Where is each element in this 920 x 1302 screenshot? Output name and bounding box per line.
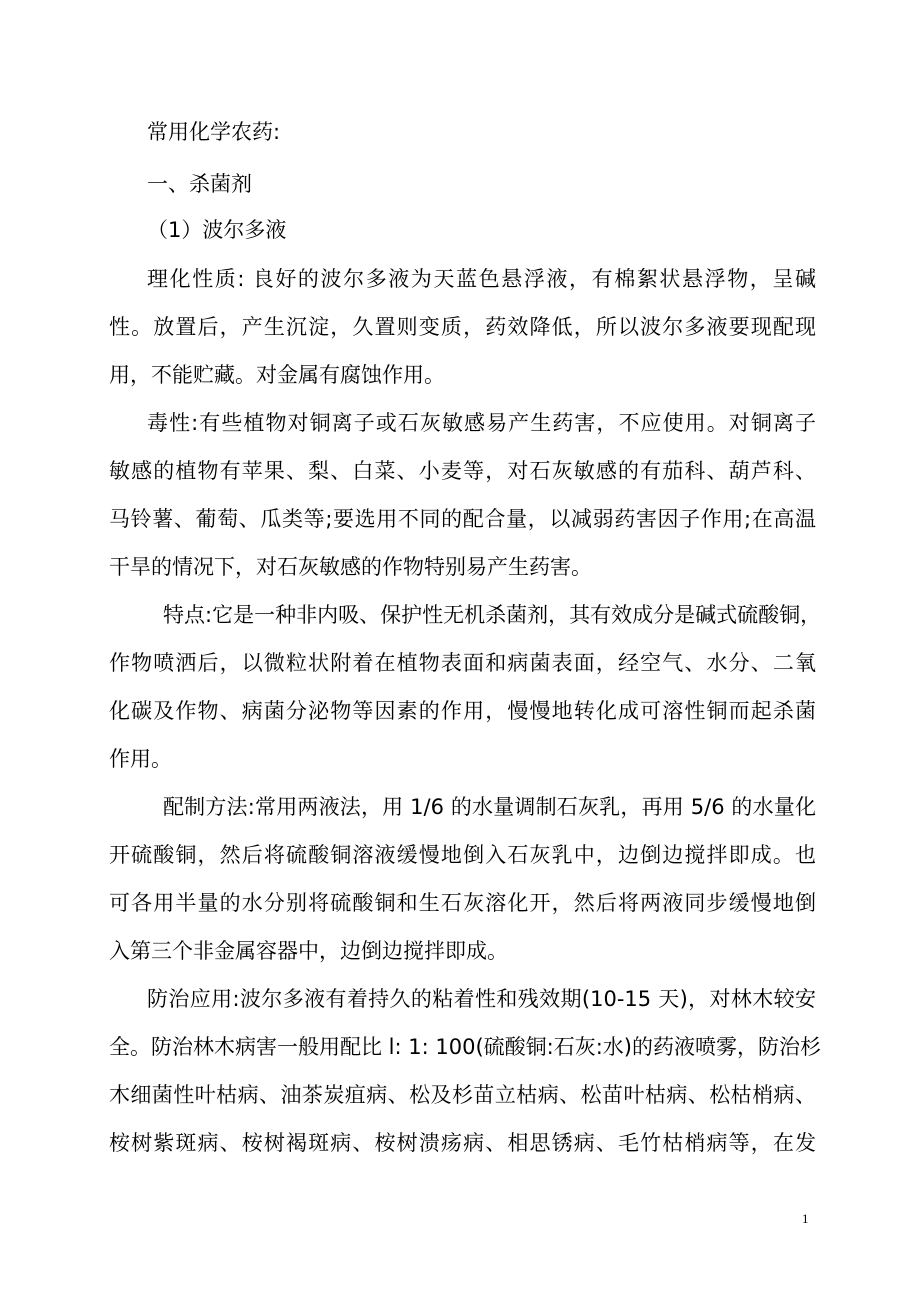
- paragraph-line: 可各用半量的水分别将硫酸铜和生石灰溶化开，然后将两液同步缓慢地倒: [109, 891, 816, 915]
- paragraph-line: 化碳及作物、病菌分泌物等因素的作用，慢慢地转化成可溶性铜而起杀菌: [109, 699, 816, 723]
- page-number: 1: [802, 1211, 809, 1226]
- paragraph-line: 开硫酸铜，然后将硫酸铜溶液缓慢地倒入石灰乳中，边倒边搅拌即成。也: [109, 843, 816, 867]
- paragraph-line: 配制方法:常用两液法，用 1/6 的水量调制石灰乳，再用 5/6 的水量化: [163, 795, 816, 819]
- paragraph-line: 马铃薯、葡萄、瓜类等;要选用不同的配合量，以减弱药害因子作用;在高温: [109, 507, 816, 531]
- paragraph-line: 桉树紫斑病、桉树褐斑病、桉树溃疡病、相思锈病、毛竹枯梢病等，在发: [109, 1131, 816, 1155]
- paragraph-line: 木细菌性叶枯病、油茶炭疽病、松及杉苗立枯病、松苗叶枯病、松枯梢病、: [109, 1083, 816, 1107]
- paragraph-line: 用，不能贮藏。对金属有腐蚀作用。: [109, 363, 445, 387]
- subsection-title: （1）波尔多液: [147, 218, 287, 242]
- paragraph-line: 作物喷洒后，以微粒状附着在植物表面和病菌表面，经空气、水分、二氧: [109, 651, 816, 675]
- paragraph-line: 毒性:有些植物对铜离子或石灰敏感易产生药害，不应使用。对铜离子: [147, 411, 816, 435]
- paragraph-line: 全。防治林木病害一般用配比 l: 1: 100(硫酸铜:石灰:水)的药液喷雾，防治杉: [109, 1035, 821, 1059]
- section-title: 一、杀菌剂: [147, 172, 252, 196]
- paragraph-line: 防治应用:波尔多液有着持久的粘着性和残效期(10-15 天)，对林木较安: [147, 987, 816, 1011]
- paragraph-line: 性。放置后，产生沉淀，久置则变质，药效降低，所以波尔多液要现配现: [109, 315, 816, 339]
- paragraph-line: 敏感的植物有苹果、梨、白菜、小麦等，对石灰敏感的有茄科、葫芦科、: [109, 459, 816, 483]
- paragraph-line: 作用。: [109, 747, 172, 771]
- paragraph-line: 干旱的情况下，对石灰敏感的作物特别易产生药害。: [109, 555, 592, 579]
- page-heading: 常用化学农药:: [147, 120, 281, 144]
- paragraph-line: 特点:它是一种非内吸、保护性无机杀菌剂，其有效成分是碱式硫酸铜，: [163, 603, 822, 627]
- paragraph-line: 入第三个非金属容器中，边倒边搅拌即成。: [109, 939, 508, 963]
- paragraph-line: 理化性质: 良好的波尔多液为天蓝色悬浮液，有棉絮状悬浮物，呈碱: [147, 267, 816, 291]
